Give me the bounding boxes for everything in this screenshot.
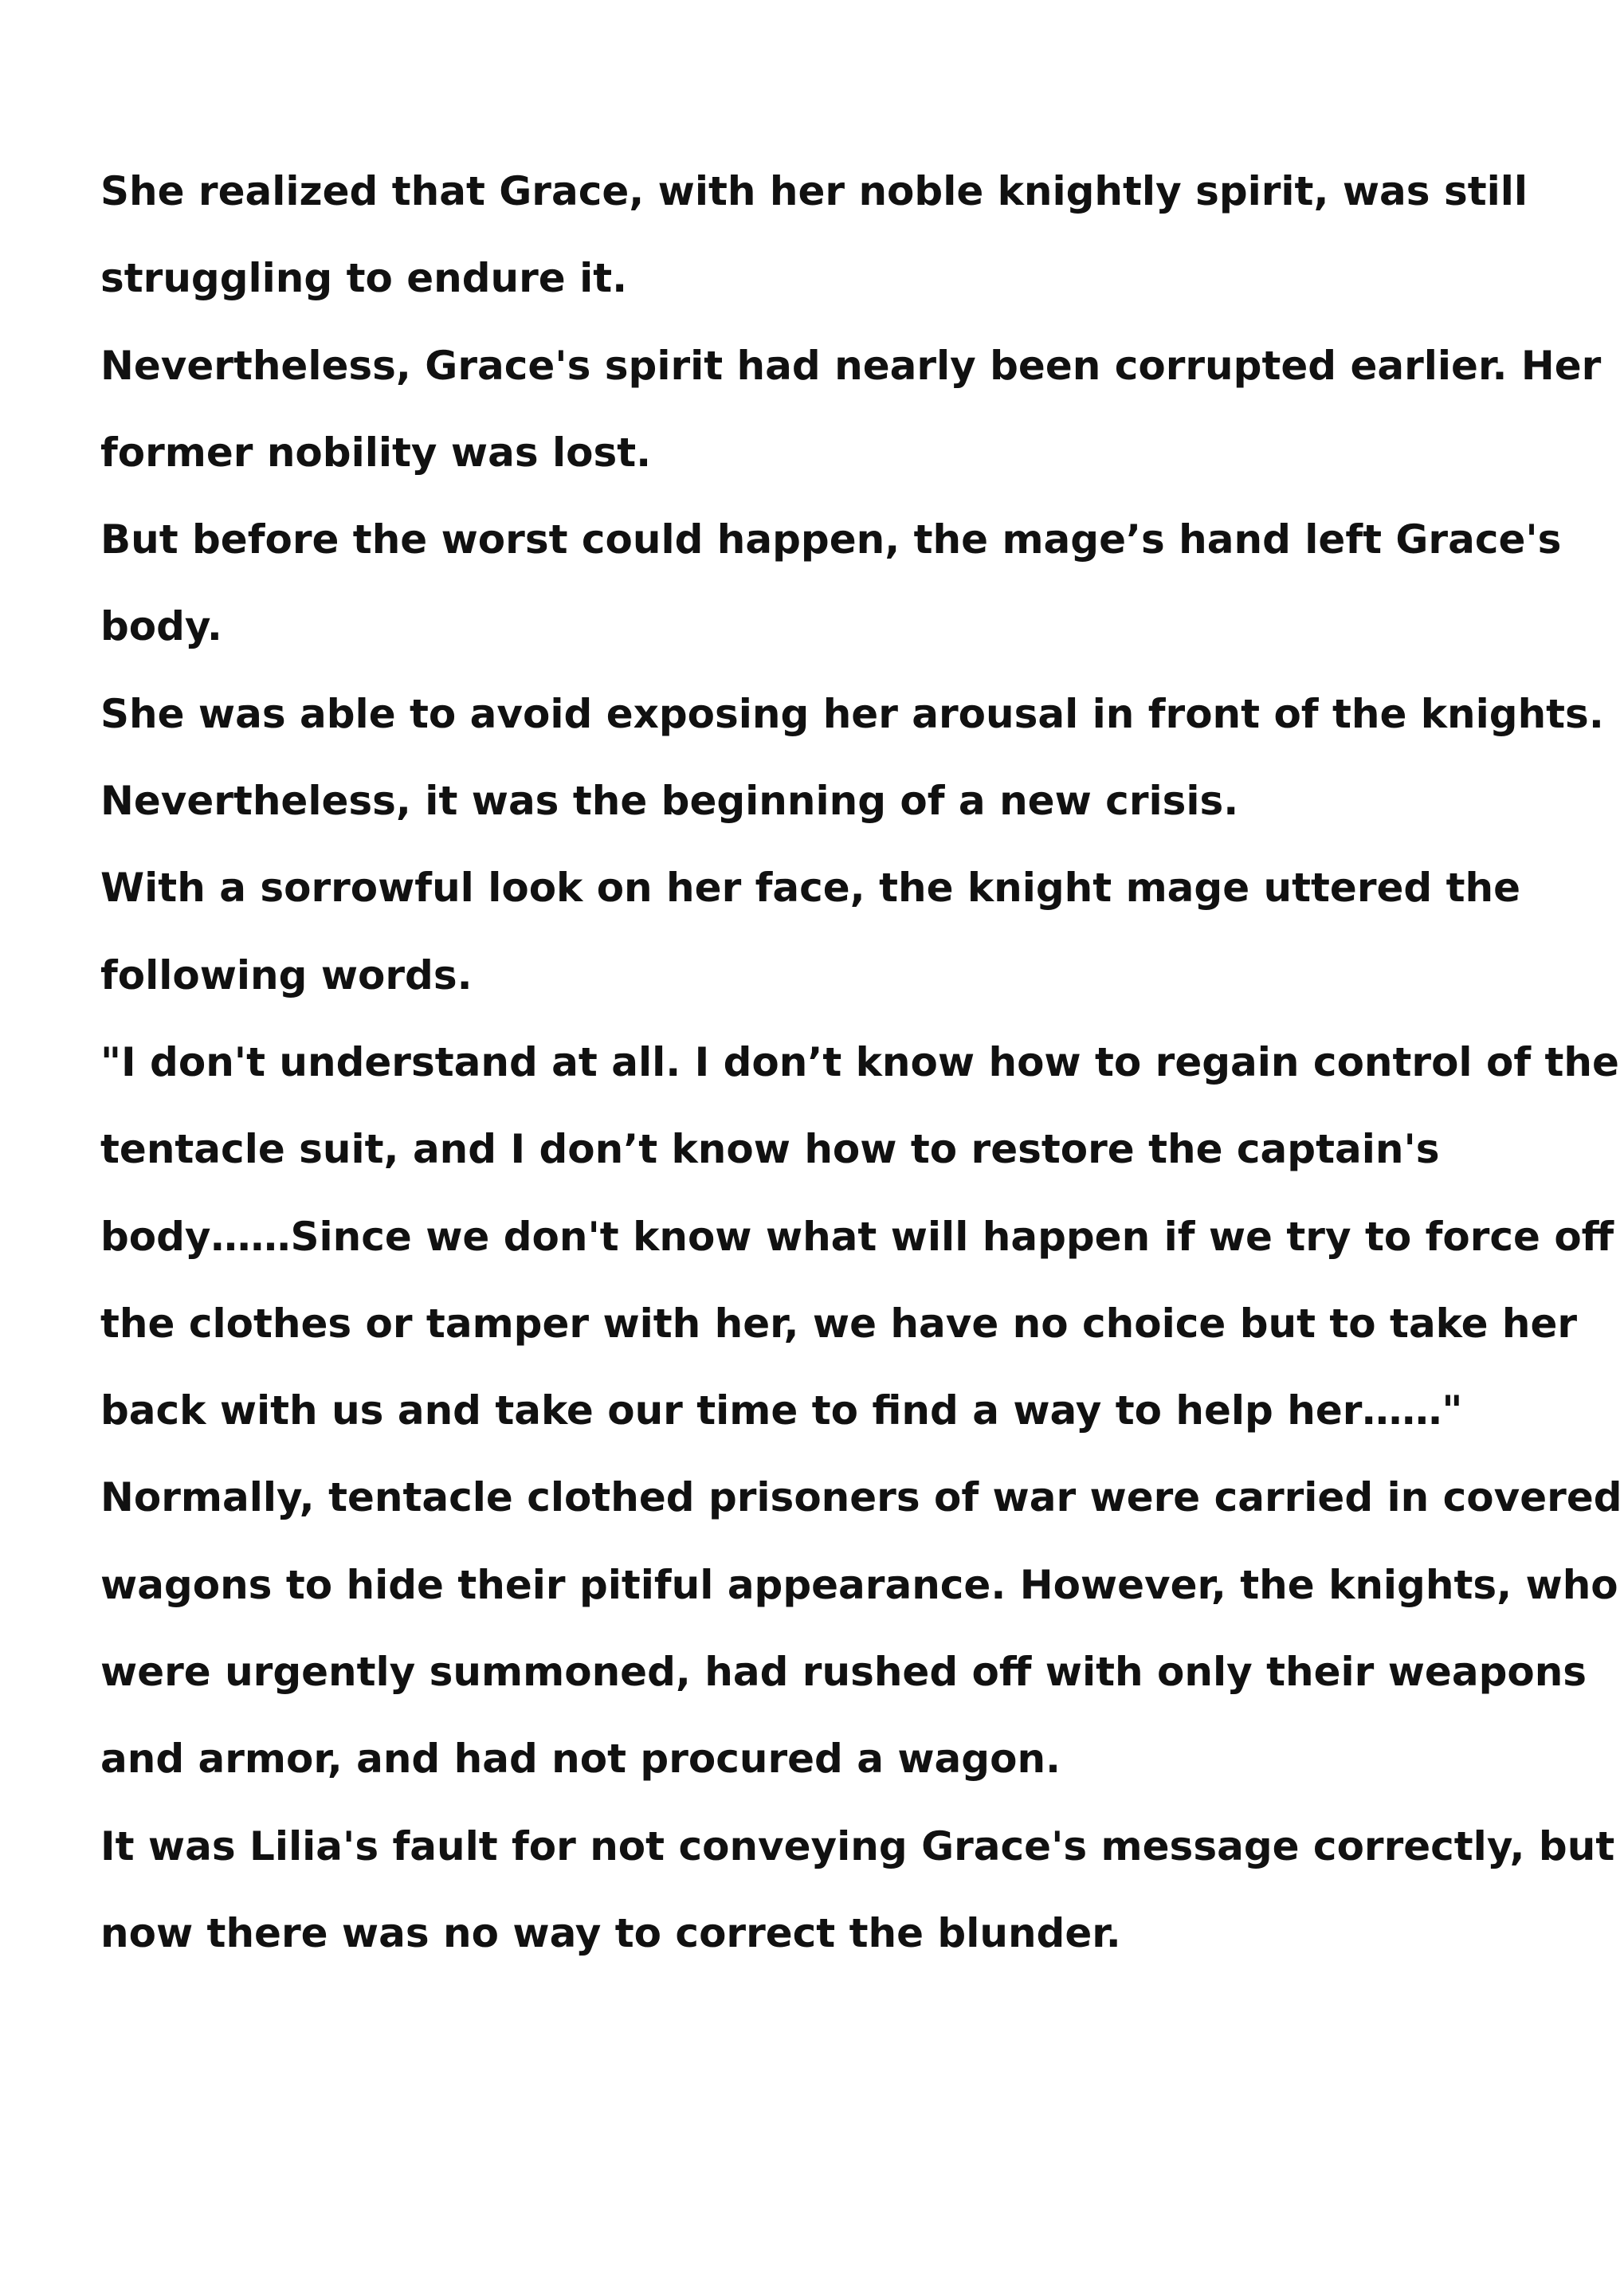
text-line: With a sorrowful look on her face, the knight mage uttered the bbox=[100, 865, 1521, 912]
text-line: were urgently summoned, had rushed off with only their weapons bbox=[100, 1649, 1587, 1696]
text-line: and armor, and had not procured a wagon. bbox=[100, 1736, 1061, 1783]
text-line: But before the worst could happen, the mage’s hand left Grace's bbox=[100, 516, 1562, 563]
text-line: Nevertheless, it was the beginning of a new crisis. bbox=[100, 778, 1239, 825]
text-line: body……Since we don't know what will happen if we try to force off bbox=[100, 1213, 1614, 1260]
text-line: "I don't understand at all. I don’t know how to regain control of the bbox=[100, 1038, 1619, 1085]
body-text bbox=[100, 148, 1622, 1977]
text-line: body. bbox=[100, 603, 222, 650]
text-line: It was Lilia's fault for not conveying Grace's message correctly, but bbox=[100, 1822, 1615, 1869]
text-line: She was able to avoid exposing her arousal in front of the knights. bbox=[100, 690, 1604, 737]
text-line: She realized that Grace, with her noble knightly spirit, was still bbox=[100, 168, 1528, 214]
text-line: tentacle suit, and I don’t know how to restore the captain's bbox=[100, 1126, 1440, 1173]
text-line: wagons to hide their pitiful appearance. However, the knights, who bbox=[100, 1561, 1618, 1608]
text-line: back with us and take our time to find a way to help her……" bbox=[100, 1387, 1463, 1434]
text-line: the clothes or tamper with her, we have no choice but to take her bbox=[100, 1300, 1578, 1347]
text-line: now there was no way to correct the blunder. bbox=[100, 1909, 1121, 1956]
text-line: former nobility was lost. bbox=[100, 429, 652, 476]
text-line: following words. bbox=[100, 951, 473, 998]
text-line: Normally, tentacle clothed prisoners of war were carried in covered bbox=[100, 1474, 1622, 1521]
text-line: Nevertheless, Grace's spirit had nearly been corrupted earlier. Her bbox=[100, 342, 1602, 389]
text-line: struggling to endure it. bbox=[100, 255, 628, 302]
